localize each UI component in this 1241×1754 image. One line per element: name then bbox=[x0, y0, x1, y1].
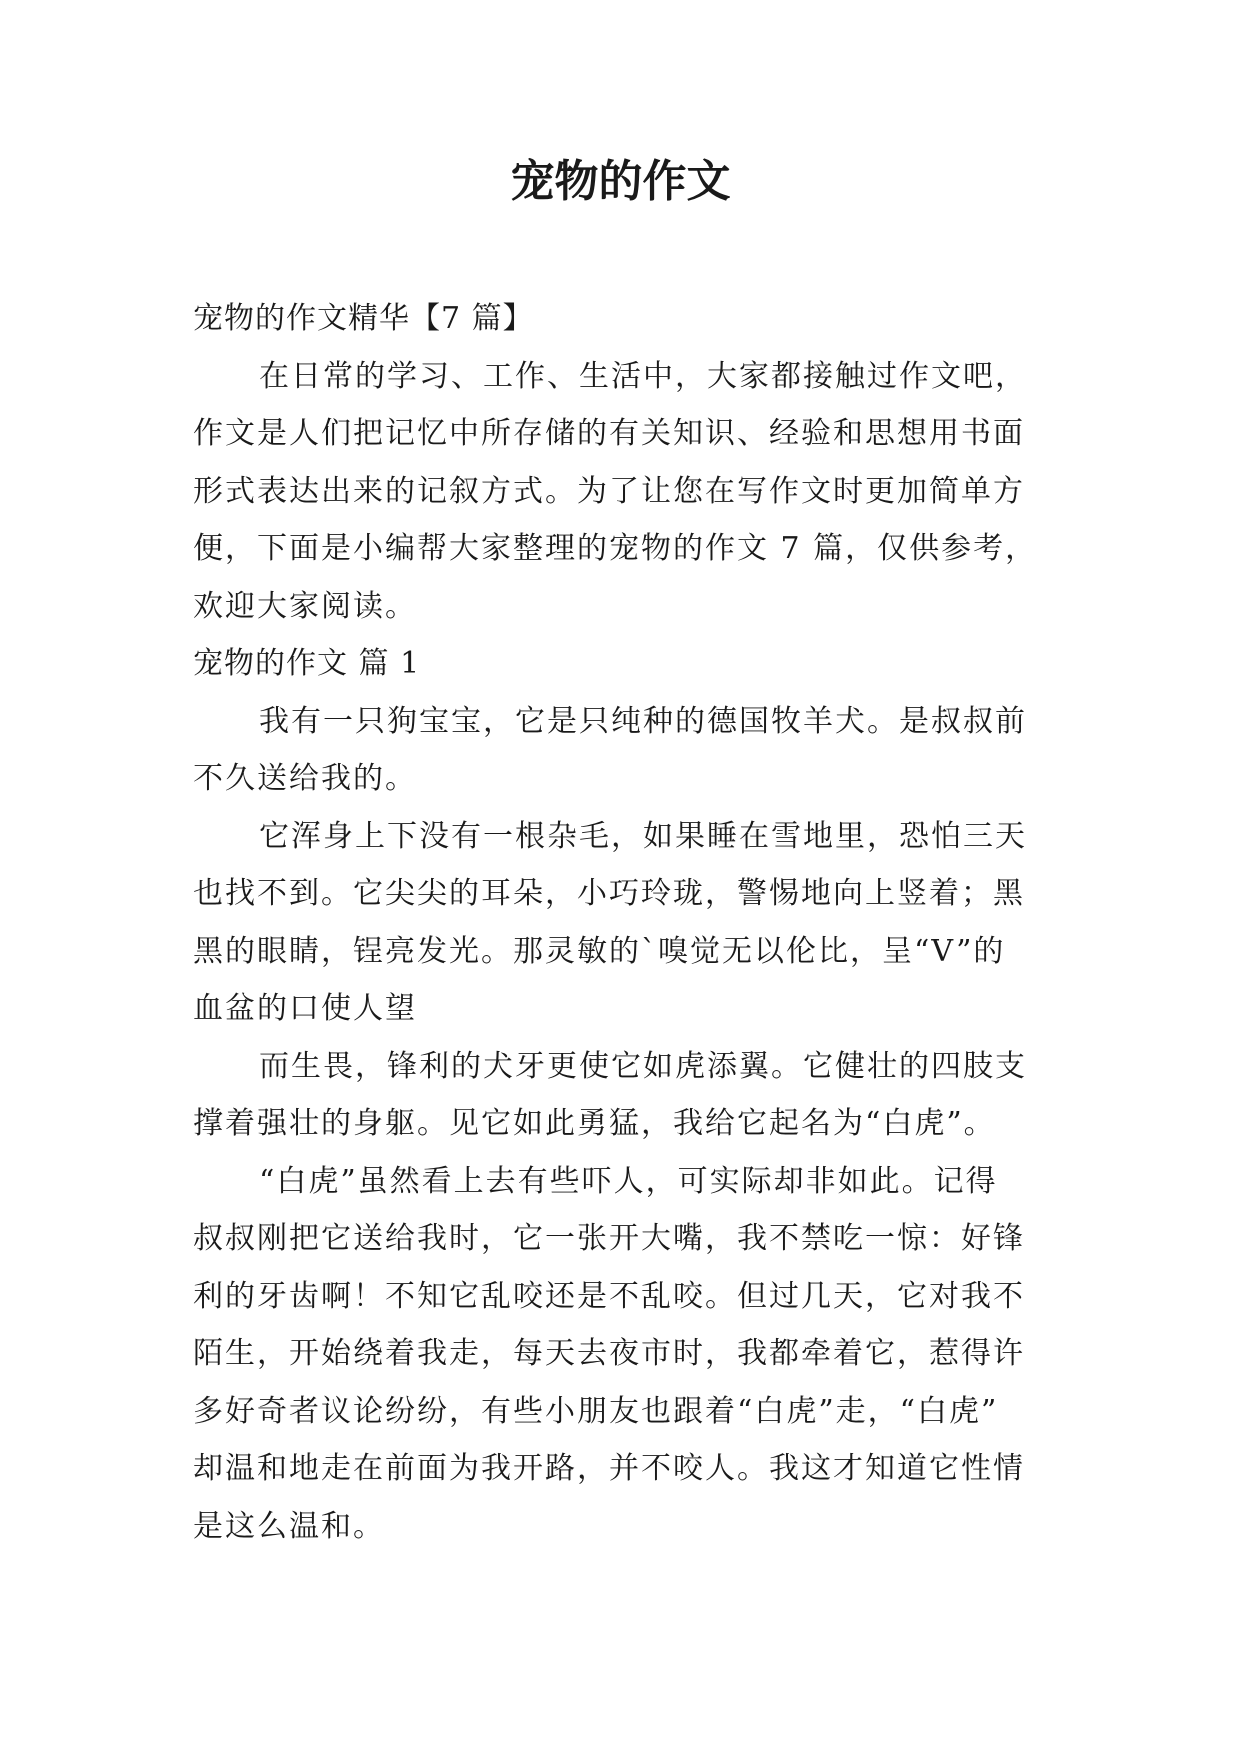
paragraph-4-line-6: 却温和地走在前面为我开路，并不咬人。我这才知道它性情 bbox=[193, 1451, 1025, 1486]
paragraph-4-line-1: “白虎”虽然看上去有些吓人，可实际却非如此。记得 bbox=[259, 1163, 998, 1199]
paragraph-3-line-1: 而生畏，锋利的犬牙更使它如虎添翼。它健壮的四肢支 bbox=[259, 1048, 1027, 1084]
paragraph-4-line-5: 多好奇者议论纷纷，有些小朋友也跟着“白虎”走，“白虎” bbox=[193, 1393, 999, 1429]
paragraph-2-line-1: 它浑身上下没有一根杂毛，如果睡在雪地里，恐怕三天 bbox=[259, 818, 1027, 854]
paragraph-1-line-2: 不久送给我的。 bbox=[193, 761, 417, 796]
document-title: 宠物的作文 bbox=[510, 156, 731, 207]
paragraph-4-line-2: 叔叔刚把它送给我时，它一张开大嘴，我不禁吃一惊：好锋 bbox=[193, 1221, 1025, 1256]
intro-line-2: 作文是人们把记忆中所存储的有关知识、经验和思想用书面 bbox=[193, 416, 1025, 451]
section-heading: 宠物的作文 篇 1 bbox=[193, 646, 421, 681]
paragraph-4-line-3: 利的牙齿啊！不知它乱咬还是不乱咬。但过几天，它对我不 bbox=[193, 1278, 1025, 1314]
intro-line-3: 形式表达出来的记叙方式。为了让您在写作文时更加简单方 bbox=[193, 473, 1025, 509]
intro-line-5: 欢迎大家阅读。 bbox=[193, 588, 417, 624]
collection-heading: 宠物的作文精华【7 篇】 bbox=[193, 301, 534, 336]
paragraph-1-line-1: 我有一只狗宝宝，它是只纯种的德国牧羊犬。是叔叔前 bbox=[259, 703, 1027, 739]
paragraph-2-line-2: 也找不到。它尖尖的耳朵，小巧玲珑，警惕地向上竖着；黑 bbox=[193, 876, 1025, 911]
paragraph-4-line-4: 陌生，开始绕着我走，每天去夜市时，我都牵着它，惹得许 bbox=[193, 1336, 1025, 1371]
paragraph-2-line-3: 黑的眼睛，锃亮发光。那灵敏的`嗅觉无以伦比，呈“V”的 bbox=[193, 933, 1006, 969]
paragraph-3-line-2: 撑着强壮的身躯。见它如此勇猛，我给它起名为“白虎”。 bbox=[193, 1106, 996, 1141]
document-body bbox=[193, 290, 1055, 1555]
intro-line-1: 在日常的学习、工作、生活中，大家都接触过作文吧， bbox=[259, 358, 1027, 394]
paragraph-2-line-4: 血盆的口使人望 bbox=[193, 991, 417, 1026]
paragraph-4-line-7: 是这么温和。 bbox=[193, 1508, 385, 1544]
intro-line-4: 便，下面是小编帮大家整理的宠物的作文 7 篇，仅供参考， bbox=[193, 531, 1038, 566]
